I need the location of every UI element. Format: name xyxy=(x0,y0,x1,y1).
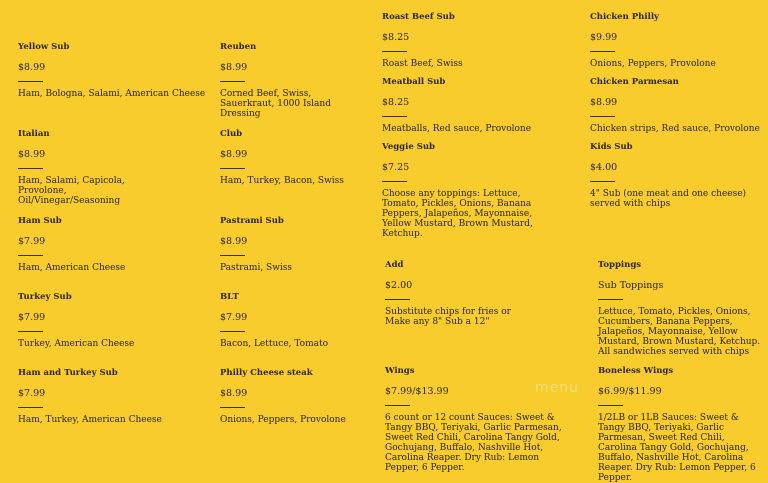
item-name: Roast Beef Sub xyxy=(382,12,455,22)
item-desc: Turkey, American Cheese xyxy=(18,339,135,349)
item-price: $7.99 xyxy=(18,312,46,323)
menu-item-meatball-sub xyxy=(382,77,572,134)
item-price: $4.00 xyxy=(590,162,618,173)
divider xyxy=(18,255,43,256)
item-name: Ham Sub xyxy=(18,216,62,226)
item-name: Add xyxy=(385,260,404,270)
menu-item-reuben xyxy=(220,42,368,119)
watermark-logo: menu xyxy=(535,380,579,396)
item-desc: 4" Sub (one meat and one cheese) served with chips xyxy=(590,189,747,209)
menu-item-kids-sub xyxy=(590,142,760,209)
item-desc: Onions, Peppers, Provolone xyxy=(220,415,346,425)
menu-item-philly-cheese-steak xyxy=(220,368,368,425)
item-price: $8.25 xyxy=(382,97,410,108)
item-price: $7.99 xyxy=(18,236,46,247)
item-name: Italian xyxy=(18,129,50,139)
menu-item-chicken-philly xyxy=(590,12,760,69)
divider xyxy=(385,405,410,406)
item-price: $7.99/$13.99 xyxy=(385,386,449,397)
menu-item-turkey-sub xyxy=(18,292,208,349)
divider xyxy=(220,407,245,408)
item-price: Sub Toppings xyxy=(598,280,664,291)
item-price: $7.99 xyxy=(220,312,248,323)
item-name: Chicken Philly xyxy=(590,12,659,22)
item-name: Kids Sub xyxy=(590,142,633,152)
item-price: $8.99 xyxy=(220,236,248,247)
item-name: Veggie Sub xyxy=(382,142,435,152)
item-name: BLT xyxy=(220,292,239,302)
divider xyxy=(382,51,407,52)
divider xyxy=(385,299,410,300)
item-desc: Choose any toppings: Lettuce, Tomato, Pickles, Onions, Banana Peppers, Jalapeños, Mayonnaise, Yellow Mustard, Brown Mustard, Ketchup. xyxy=(382,189,533,239)
menu-item-roast-beef-sub xyxy=(382,12,572,69)
item-desc: 1/2LB or 1LB Sauces: Sweet & Tangy BBQ, Teriyaki, Garlic Parmesan, Sweet Red Chili, Carolina Tangy Gold, Gochujang, Buffalo, Nashville Hot, Carolina Reaper. Dry Rub: Lemon Pepper, 6 Pepper. xyxy=(598,413,756,483)
item-name: Club xyxy=(220,129,243,139)
divider xyxy=(18,81,43,82)
menu-item-ham-sub xyxy=(18,216,208,273)
item-name: Philly Cheese steak xyxy=(220,368,313,378)
divider xyxy=(220,331,245,332)
item-price: $8.99 xyxy=(18,62,46,73)
menu-item-toppings xyxy=(598,260,766,357)
divider xyxy=(18,331,43,332)
divider xyxy=(18,407,43,408)
menu-item-club xyxy=(220,129,368,186)
item-desc: Onions, Peppers, Provolone xyxy=(590,59,716,69)
item-price: $8.99 xyxy=(220,62,248,73)
divider xyxy=(590,51,615,52)
item-name: Chicken Parmesan xyxy=(590,77,679,87)
item-desc: Roast Beef, Swiss xyxy=(382,59,463,69)
item-desc: Corned Beef, Swiss, Sauerkraut, 1000 Island Dressing xyxy=(220,89,331,119)
item-price: $8.99 xyxy=(220,388,248,399)
item-price: $7.99 xyxy=(18,388,46,399)
divider xyxy=(382,181,407,182)
item-price: $2.00 xyxy=(385,280,413,291)
divider xyxy=(598,405,623,406)
item-name: Ham and Turkey Sub xyxy=(18,368,118,378)
menu-item-yellow-sub xyxy=(18,42,208,99)
menu-item-italian xyxy=(18,129,168,206)
divider xyxy=(590,116,615,117)
item-name: Yellow Sub xyxy=(18,42,70,52)
item-desc: Meatballs, Red sauce, Provolone xyxy=(382,124,532,134)
item-desc: Ham, Salami, Capicola, Provolone, Oil/Vinegar/Seasoning xyxy=(18,176,125,206)
item-name: Toppings xyxy=(598,260,642,270)
menu-item-pastrami-sub xyxy=(220,216,368,273)
item-price: $9.99 xyxy=(590,32,618,43)
item-desc: Ham, American Cheese xyxy=(18,263,126,273)
divider xyxy=(18,168,43,169)
item-desc: Ham, Turkey, American Cheese xyxy=(18,415,162,425)
item-desc: Lettuce, Tomato, Pickles, Onions, Cucumbers, Banana Peppers, Jalapeños, Mayonnaise, Yellow Mustard, Brown Mustard, Ketchup. All sandwiches served with chips xyxy=(598,307,761,357)
menu-item-chicken-parmesan xyxy=(590,77,760,134)
menu-item-add xyxy=(385,260,515,327)
menu-item-ham-and-turkey-sub xyxy=(18,368,208,425)
item-price: $7.25 xyxy=(382,162,410,173)
item-desc: Pastrami, Swiss xyxy=(220,263,293,273)
menu-item-boneless-wings xyxy=(598,366,766,483)
item-name: Meatball Sub xyxy=(382,77,446,87)
divider xyxy=(590,181,615,182)
item-desc: Substitute chips for fries or Make any 8" Sub a 12" xyxy=(385,307,511,327)
item-name: Reuben xyxy=(220,42,257,52)
item-price: $8.99 xyxy=(220,149,248,160)
item-desc: Bacon, Lettuce, Tomato xyxy=(220,339,329,349)
item-desc: Ham, Turkey, Bacon, Swiss xyxy=(220,176,344,186)
item-desc: Ham, Bologna, Salami, American Cheese xyxy=(18,89,206,99)
item-price: $8.25 xyxy=(382,32,410,43)
item-name: Wings xyxy=(385,366,415,376)
divider xyxy=(220,81,245,82)
divider xyxy=(220,255,245,256)
item-price: $8.99 xyxy=(18,149,46,160)
divider xyxy=(598,299,623,300)
divider xyxy=(220,168,245,169)
item-name: Turkey Sub xyxy=(18,292,72,302)
item-desc: 6 count or 12 count Sauces: Sweet & Tangy BBQ, Teriyaki, Garlic Parmesan, Sweet Red Chili, Carolina Tangy Gold, Gochujang, Buffalo, Nashville Hot, Carolina Reaper. Dry Rub: Lemon Pepper, 6 Pepper. xyxy=(385,413,562,473)
item-desc: Chicken strips, Red sauce, Provolone xyxy=(590,124,760,134)
item-price: $6.99/$11.99 xyxy=(598,386,662,397)
menu-item-veggie-sub xyxy=(382,142,552,239)
menu-item-blt xyxy=(220,292,368,349)
divider xyxy=(382,116,407,117)
item-name: Pastrami Sub xyxy=(220,216,284,226)
item-name: Boneless Wings xyxy=(598,366,674,376)
item-price: $8.99 xyxy=(590,97,618,108)
